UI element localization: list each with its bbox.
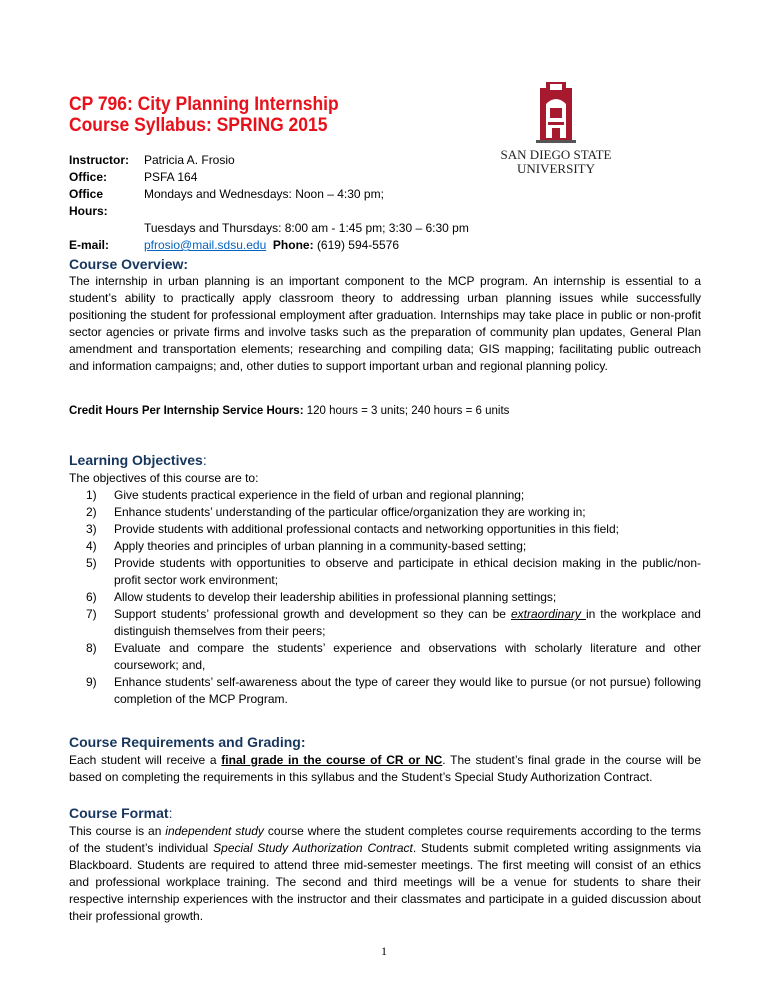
list-item: 5) Provide students with opportunities to observe and participate in ethical decision making in the public/non-profit sector work environment;	[86, 556, 701, 587]
learning-objectives-heading: Learning Objectives:	[69, 452, 207, 468]
office-hours-row-2	[69, 220, 469, 237]
list-item: 8) Evaluate and compare the students’ experience and observations with scholarly literature and other coursework; and,	[86, 641, 701, 672]
course-format-text: This course is an independent study course where the student completes course requirements according to the terms of the student’s individual Special Study Authorization Contract. Students submit completed writing assignments via Blackboard. Students are required to attend three mid-semester meetings. The first meeting will consist of an ethics and professional workplace training. The second and third meetings will be a venue for students to share their respective internship experiences with the instructor and their classmates and participate in a guided discussion about their professional growth.	[69, 824, 702, 923]
list-item: 6) Allow students to develop their leadership abilities in professional planning settings;	[86, 590, 557, 604]
office-hours-row	[69, 186, 469, 220]
logo-text-line-1: SAN DIEGO STATE	[500, 147, 612, 162]
list-item: 1) Give students practical experience in the field of urban and regional planning;	[86, 488, 525, 502]
instructor-row	[69, 152, 469, 169]
course-format-heading: Course Format:	[69, 805, 173, 821]
requirements-text: Each student will receive a final grade in the course of CR or NC. The student’s final grade in the course will be based on completing the requirements in this syllabus and the Student’s Special Study Authorization Contract.	[69, 753, 702, 784]
course-overview-heading: Course Overview:	[69, 256, 189, 272]
list-item: 3) Provide students with additional professional contacts and networking opportunities in this field;	[86, 522, 619, 536]
list-item: 9) Enhance students’ self-awareness about the type of career they would like to pursue (or not pursue) following completion of the MCP Program.	[86, 675, 701, 706]
logo-text-line-2: UNIVERSITY	[517, 161, 595, 176]
page-title	[69, 94, 339, 136]
list-item: 2) Enhance students’ understanding of the particular office/organization they are working in;	[86, 505, 586, 519]
office-value: PSFA 164	[144, 170, 198, 184]
office-hours-label: Office Hours:	[69, 187, 108, 218]
office-hours-value-2: Tuesdays and Thursdays: 8:00 am - 1:45 pm; 3:30 – 6:30 pm	[144, 221, 469, 235]
phone-value: (619) 594-5576	[316, 238, 399, 252]
office-row	[69, 169, 469, 186]
grade-emphasis: final grade in the course of CR or NC	[221, 753, 443, 767]
email-link[interactable]: pfrosio@mail.sdsu.edu	[144, 238, 267, 252]
instructor-name: Patricia A. Frosio	[144, 153, 235, 167]
title-line-2: Course Syllabus: SPRING 2015	[69, 115, 328, 136]
list-item: 7) Support students’ professional growth and development so they can be extraordinary in the workplace and distinguish themselves from their peers;	[86, 607, 701, 638]
instructor-info	[69, 152, 469, 254]
credit-hours	[69, 404, 509, 418]
office-label: Office:	[69, 170, 108, 184]
requirements-heading: Course Requirements and Grading:	[69, 734, 306, 750]
title-line-1: CP 796: City Planning Internship	[69, 94, 339, 115]
emphasis-extraordinary: extraordinary	[510, 607, 586, 621]
university-seal-icon	[496, 82, 616, 144]
credit-hours-value: 120 hours = 3 units; 240 hours = 6 units	[306, 405, 510, 417]
office-hours-value-1: Mondays and Wednesdays: Noon – 4:30 pm;	[144, 187, 384, 201]
course-overview-text: The internship in urban planning is an important component to the MCP program. An internship is essential to a student’s ability to practically apply classroom theory to addressing urban planning issues while successfully positioning the student for professional employment after graduation. Internships may take place in public or non-profit sector agencies or private firms and involve tasks such as the preparation of community plan updates, General Plan amendment and transportation elements; researching and compiling data; GIS mapping; facilitating public outreach and information campaigns; and, other duties to support important urban and regional planning policy.	[69, 274, 701, 373]
email-label: E-mail:	[69, 238, 110, 252]
list-item: 4) Apply theories and principles of urban planning in a community-based setting;	[86, 539, 527, 553]
instructor-label: Instructor:	[69, 153, 129, 167]
university-logo	[496, 82, 616, 182]
email-row	[69, 237, 469, 254]
objectives-list	[69, 487, 701, 708]
credit-hours-label: Credit Hours Per Internship Service Hours:	[69, 405, 304, 417]
phone-label: Phone:	[272, 238, 314, 252]
objectives-intro: The objectives of this course are to:	[69, 471, 259, 485]
page-number: 1	[381, 944, 387, 958]
